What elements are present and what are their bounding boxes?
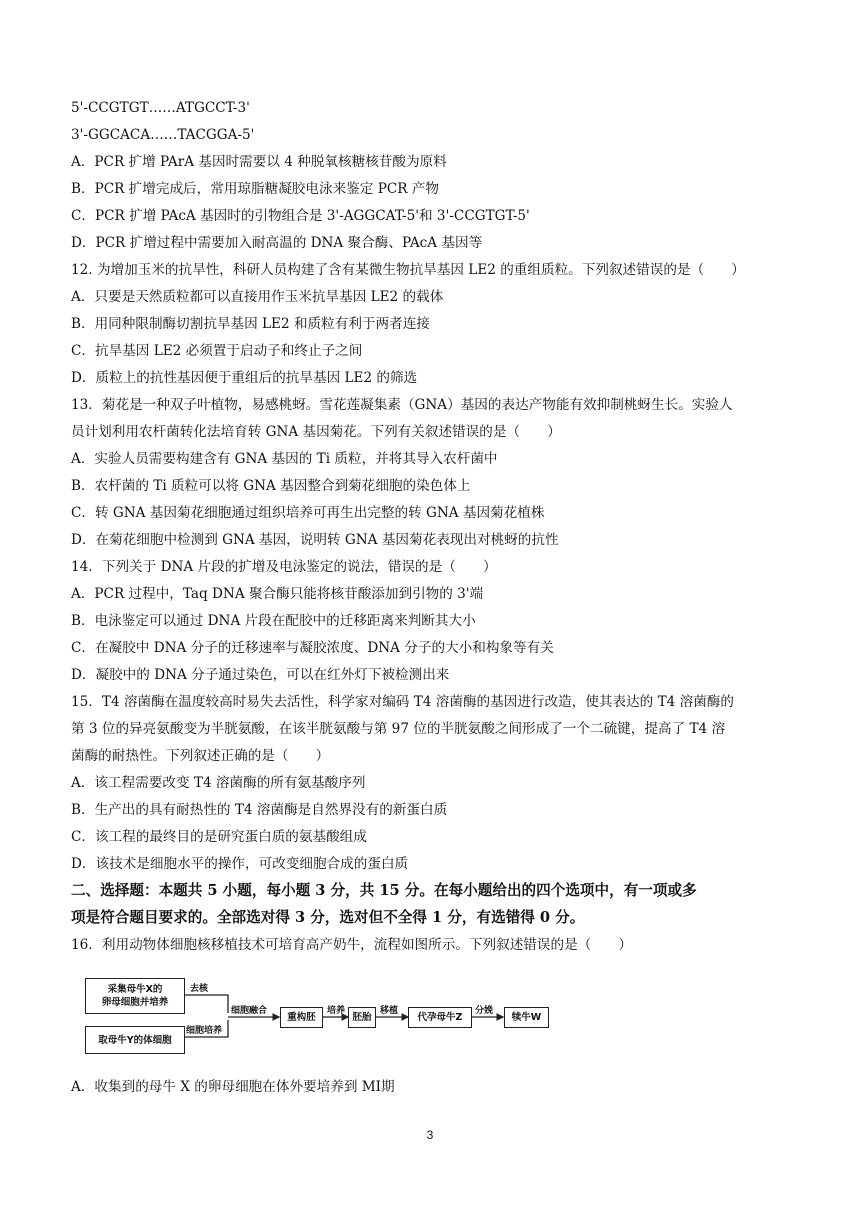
q15-option-c: C．该工程的最终目的是研究蛋白质的氨基酸组成	[71, 829, 367, 845]
q15-stem-line3: 菌酶的耐热性。下列叙述正确的是（ ）	[71, 748, 330, 764]
q11-option-c: C．PCR 扩增 PAcA 基因时的引物组合是 3'-AGGCAT-5'和 3'-CCGTGT-5'	[71, 208, 530, 224]
q14-stem: 14．下列关于 DNA 片段的扩增及电泳鉴定的说法，错误的是（ ）	[71, 559, 497, 575]
page-number: 3	[426, 1128, 434, 1142]
q12-option-a: A．只要是天然质粒都可以直接用作玉米抗旱基因 LE2 的载体	[71, 289, 444, 305]
box-reconstructed-embryo: 重构胚	[280, 1007, 323, 1028]
dna-top-strand: 5'-CCGTGT……ATGCCT-3'	[71, 100, 250, 116]
q12-option-c: C．抗旱基因 LE2 必须置于启动子和终止子之间	[71, 343, 363, 359]
section2-heading-line1: 二、选择题：本题共 5 小题，每小题 3 分，共 15 分。在每小题给出的四个选项中，有一项或多	[71, 882, 697, 899]
q11-option-d: D．PCR 扩增过程中需要加入耐高温的 DNA 聚合酶、PAcA 基因等	[71, 235, 483, 251]
q14-option-d: D．凝胶中的 DNA 分子通过染色，可以在红外灯下被检测出来	[71, 667, 450, 683]
q15-stem-line1: 15．T4 溶菌酶在温度较高时易失去活性，科学家对编码 T4 溶菌酶的基因进行改造，使其表达的 T4 溶菌酶的	[71, 694, 734, 710]
q11-option-b: B．PCR 扩增完成后，常用琼脂糖凝胶电泳来鉴定 PCR 产物	[71, 181, 439, 197]
label-cell-culture: 细胞培养	[186, 1026, 223, 1036]
box-surrogate-z: 代孕母牛Z	[408, 1007, 472, 1028]
label-cell-fusion: 细胞融合	[231, 1006, 268, 1016]
q13-option-b: B．农杆菌的 Ti 质粒可以将 GNA 基因整合到菊花细胞的染色体上	[71, 478, 471, 494]
q16-stem: 16．利用动物体细胞核移植技术可培育高产奶牛，流程如图所示。下列叙述错误的是（ ）	[71, 937, 633, 953]
q14-option-b: B．电泳鉴定可以通过 DNA 片段在配胶中的迁移距离来判断其大小	[71, 613, 476, 629]
q14-option-a: A．PCR 过程中，Taq DNA 聚合酶只能将核苷酸添加到引物的 3'端	[71, 586, 484, 602]
label-enucleate: 去核	[190, 984, 209, 994]
label-transfer: 移植	[380, 1006, 399, 1016]
section2-heading-line2: 项是符合题目要求的。全部选对得 3 分，选对但不全得 1 分，有选错得 0 分。	[71, 909, 585, 926]
box-collect-oocyte-x: 采集母牛X的 卵母细胞并培养	[85, 978, 185, 1014]
box-embryo: 胚胎	[348, 1007, 376, 1028]
box-calf-w: 犊牛W	[504, 1007, 549, 1028]
q16-option-a: A．收集到的母牛 X 的卵母细胞在体外要培养到 MⅠ期	[71, 1079, 395, 1095]
nuclear-transfer-flowchart	[80, 970, 570, 1065]
q13-stem-line2: 员计划利用农杆菌转化法培育转 GNA 基因菊花。下列有关叙述错误的是（ ）	[71, 424, 561, 440]
q14-option-c: C．在凝胶中 DNA 分子的迁移速率与凝胶浓度、DNA 分子的大小和构象等有关	[71, 640, 554, 656]
dna-bottom-strand: 3'-GGCACA……TACGGA-5'	[71, 127, 255, 143]
q15-option-a: A．该工程需要改变 T4 溶菌酶的所有氨基酸序列	[71, 775, 366, 791]
label-birth: 分娩	[475, 1006, 494, 1016]
q15-stem-line2: 第 3 位的异亮氨酸变为半胱氨酸，在该半胱氨酸与第 97 位的半胱氨酸之间形成了一个二硫键，提高了 T4 溶	[71, 721, 726, 737]
label-culture: 培养	[327, 1006, 346, 1016]
q13-option-c: C．转 GNA 基因菊花细胞通过组织培养可再生出完整的转 GNA 基因菊花植株	[71, 505, 545, 521]
q11-option-a: A．PCR 扩增 PArA 基因时需要以 4 种脱氧核糖核苷酸为原料	[71, 154, 447, 170]
q13-option-d: D．在菊花细胞中检测到 GNA 基因，说明转 GNA 基因菊花表现出对桃蚜的抗性	[71, 532, 559, 548]
q15-option-d: D．该技术是细胞水平的操作，可改变细胞合成的蛋白质	[71, 856, 409, 872]
q12-option-d: D．质粒上的抗性基因便于重组后的抗旱基因 LE2 的筛选	[71, 370, 418, 386]
box-somatic-cell-y: 取母牛Y的体细胞	[85, 1026, 185, 1054]
q12-stem: 12. 为增加玉米的抗旱性，科研人员构建了含有某微生物抗旱基因 LE2 的重组质粒。下列叙述错误的是（ ）	[71, 262, 745, 278]
q13-stem-line1: 13．菊花是一种双子叶植物，易感桃蚜。雪花莲凝集素（GNA）基因的表达产物能有效抑制桃蚜生长。实验人	[71, 397, 733, 413]
q12-option-b: B．用同种限制酶切割抗旱基因 LE2 和质粒有利于两者连接	[71, 316, 430, 332]
q13-option-a: A．实验人员需要构建含有 GNA 基因的 Ti 质粒，并将其导入农杆菌中	[71, 451, 498, 467]
q15-option-b: B．生产出的具有耐热性的 T4 溶菌酶是自然界没有的新蛋白质	[71, 802, 448, 818]
